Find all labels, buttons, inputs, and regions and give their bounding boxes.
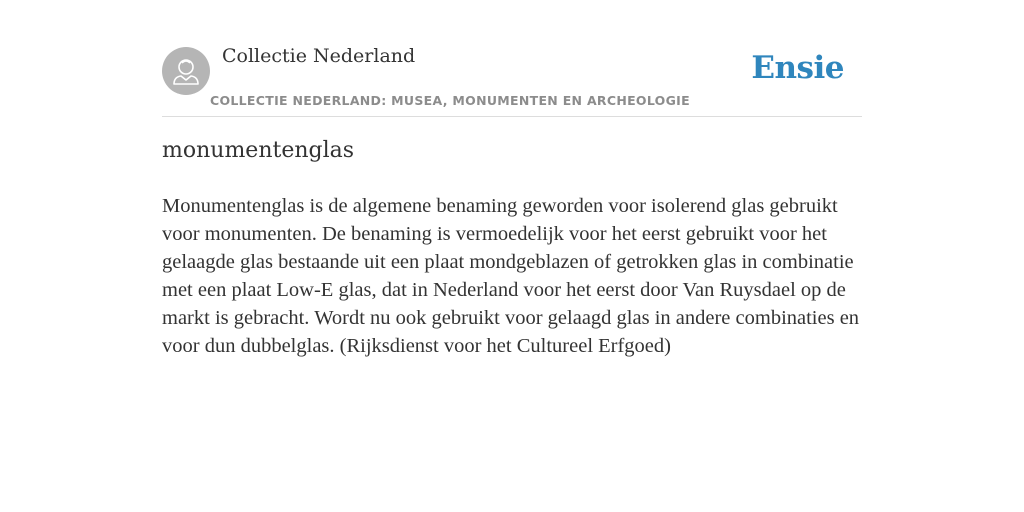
ensie-logo[interactable]: Ensie [751, 50, 844, 86]
user-silhouette-icon [162, 47, 210, 95]
source-label[interactable]: COLLECTIE NEDERLAND: MUSEA, MONUMENTEN EN ARCHEOLOGIE [210, 93, 690, 108]
author-name[interactable]: Collectie Nederland [222, 45, 416, 67]
entry-definition: Monumentenglas is de algemene benaming geworden voor isolerend glas gebruikt voor monumenten. De benaming is vermoedelijk voor het eerst gebruikt voor het gelaagde glas bestaande uit een plaat mondgeblazen of getrokken glas in combinatie met een plaat Low-E glas, dat in Nederland voor het eerst door Van Ruysdael op de markt is gebracht. Wordt nu ook gebruikt voor gelaagd glas in andere combinaties en voor dun dubbelglas. (Rijksdienst voor het Cultureel Erfgoed) [162, 195, 860, 357]
entry-header [162, 40, 862, 117]
entry-term: monumentenglas [162, 138, 355, 163]
avatar[interactable] [162, 47, 210, 95]
